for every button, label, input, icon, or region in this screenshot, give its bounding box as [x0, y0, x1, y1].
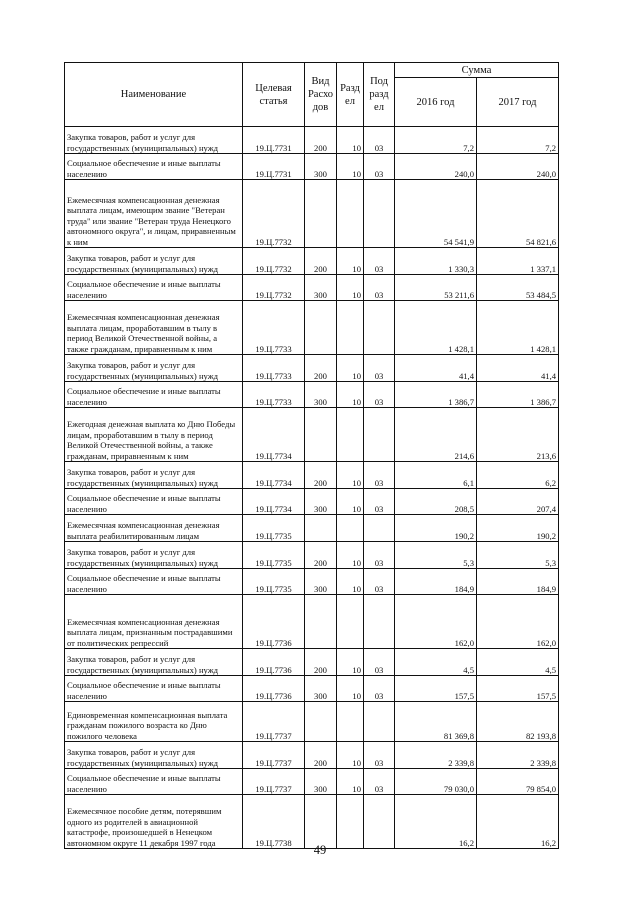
cell-name: Социальное обеспечение и иные выплаты населению: [65, 382, 243, 408]
cell-2017: 7,2: [477, 127, 559, 154]
cell-podrazdel: 03: [364, 382, 395, 408]
cell-razdel: [337, 595, 364, 649]
cell-2017: 1 337,1: [477, 248, 559, 275]
cell-2016: 1 428,1: [395, 301, 477, 355]
cell-article: 19.Ц.7736: [243, 676, 305, 702]
cell-razdel: [337, 301, 364, 355]
cell-vid: 300: [305, 382, 337, 408]
cell-podrazdel: [364, 702, 395, 742]
cell-razdel: 10: [337, 769, 364, 795]
cell-name: Социальное обеспечение и иные выплаты населению: [65, 676, 243, 702]
cell-podrazdel: [364, 301, 395, 355]
cell-razdel: [337, 515, 364, 542]
cell-2016: 41,4: [395, 355, 477, 382]
table-row: [65, 542, 559, 569]
table-row: [65, 649, 559, 676]
cell-name: Закупка товаров, работ и услуг для государственных (муниципальных) нужд: [65, 248, 243, 275]
cell-2017: 79 854,0: [477, 769, 559, 795]
cell-2016: 162,0: [395, 595, 477, 649]
cell-razdel: [337, 408, 364, 462]
cell-razdel: 10: [337, 489, 364, 515]
cell-vid: [305, 408, 337, 462]
cell-2016: 6,1: [395, 462, 477, 489]
cell-2017: 207,4: [477, 489, 559, 515]
cell-2017: 41,4: [477, 355, 559, 382]
cell-name: Единовременная компенсационная выплата гражданам пожилого возраста ко Дню пожилого человека: [65, 702, 243, 742]
cell-2017: 53 484,5: [477, 275, 559, 301]
cell-vid: 200: [305, 248, 337, 275]
table-row: [65, 382, 559, 408]
table-row: [65, 154, 559, 180]
header-name: Наименование: [65, 63, 243, 127]
cell-2017: 5,3: [477, 542, 559, 569]
cell-name: Ежемесячная компенсационная денежная выплата лицам, имеющим звание "Ветеран труда" или звание "Ветеран труда Ненецкого автономного округа", и лицам, приравненным к ним: [65, 180, 243, 248]
cell-podrazdel: [364, 595, 395, 649]
cell-podrazdel: 03: [364, 355, 395, 382]
table-row: [65, 462, 559, 489]
cell-2016: 79 030,0: [395, 769, 477, 795]
cell-article: 19.Ц.7737: [243, 769, 305, 795]
cell-podrazdel: 03: [364, 542, 395, 569]
cell-razdel: 10: [337, 382, 364, 408]
cell-article: 19.Ц.7732: [243, 180, 305, 248]
cell-2016: 53 211,6: [395, 275, 477, 301]
cell-2016: 208,5: [395, 489, 477, 515]
cell-2016: 54 541,9: [395, 180, 477, 248]
cell-2017: 54 821,6: [477, 180, 559, 248]
cell-2016: 240,0: [395, 154, 477, 180]
cell-name: Социальное обеспечение и иные выплаты населению: [65, 154, 243, 180]
cell-name: Закупка товаров, работ и услуг для государственных (муниципальных) нужд: [65, 542, 243, 569]
cell-razdel: 10: [337, 127, 364, 154]
budget-table: [64, 62, 559, 849]
cell-2016: 1 386,7: [395, 382, 477, 408]
table-row: [65, 180, 559, 248]
cell-podrazdel: 03: [364, 248, 395, 275]
cell-vid: [305, 301, 337, 355]
cell-article: 19.Ц.7733: [243, 355, 305, 382]
cell-name: Социальное обеспечение и иные выплаты населению: [65, 569, 243, 595]
cell-podrazdel: 03: [364, 489, 395, 515]
cell-2017: 213,6: [477, 408, 559, 462]
cell-name: Социальное обеспечение и иные выплаты населению: [65, 275, 243, 301]
cell-vid: 200: [305, 355, 337, 382]
header-2016: 2016 год: [395, 78, 477, 127]
table-row: [65, 676, 559, 702]
cell-razdel: [337, 795, 364, 849]
cell-name: Закупка товаров, работ и услуг для государственных (муниципальных) нужд: [65, 127, 243, 154]
cell-podrazdel: 03: [364, 275, 395, 301]
cell-razdel: 10: [337, 248, 364, 275]
cell-2017: 16,2: [477, 795, 559, 849]
table-header: [65, 63, 559, 127]
cell-article: 19.Ц.7734: [243, 408, 305, 462]
cell-razdel: 10: [337, 649, 364, 676]
cell-razdel: [337, 180, 364, 248]
cell-2016: 157,5: [395, 676, 477, 702]
cell-vid: 200: [305, 127, 337, 154]
cell-podrazdel: 03: [364, 676, 395, 702]
cell-razdel: 10: [337, 355, 364, 382]
cell-razdel: 10: [337, 569, 364, 595]
table-row: [65, 301, 559, 355]
cell-podrazdel: 03: [364, 127, 395, 154]
cell-2017: 2 339,8: [477, 742, 559, 769]
cell-vid: [305, 702, 337, 742]
cell-name: Ежемесячная компенсационная денежная выплата реабилитированным лицам: [65, 515, 243, 542]
cell-2016: 184,9: [395, 569, 477, 595]
table-row: [65, 355, 559, 382]
table-row: [65, 275, 559, 301]
cell-podrazdel: 03: [364, 569, 395, 595]
cell-article: 19.Ц.7735: [243, 515, 305, 542]
cell-article: 19.Ц.7732: [243, 275, 305, 301]
cell-2016: 4,5: [395, 649, 477, 676]
cell-podrazdel: [364, 795, 395, 849]
cell-razdel: 10: [337, 275, 364, 301]
cell-article: 19.Ц.7736: [243, 649, 305, 676]
cell-razdel: 10: [337, 676, 364, 702]
cell-razdel: 10: [337, 742, 364, 769]
cell-name: Закупка товаров, работ и услуг для государственных (муниципальных) нужд: [65, 462, 243, 489]
cell-name: Ежемесячная компенсационная денежная выплата лицам, признанным пострадавшими от политических репрессий: [65, 595, 243, 649]
cell-2016: 2 339,8: [395, 742, 477, 769]
cell-2016: 5,3: [395, 542, 477, 569]
cell-vid: 300: [305, 275, 337, 301]
table-row: [65, 248, 559, 275]
table-row: [65, 515, 559, 542]
cell-article: 19.Ц.7737: [243, 702, 305, 742]
header-summa: Сумма: [395, 63, 559, 78]
header-vid: Вид Расхо дов: [305, 63, 337, 127]
cell-podrazdel: 03: [364, 742, 395, 769]
cell-2017: 184,9: [477, 569, 559, 595]
cell-podrazdel: 03: [364, 769, 395, 795]
cell-2016: 1 330,3: [395, 248, 477, 275]
header-article: Целевая статья: [243, 63, 305, 127]
cell-2017: 1 386,7: [477, 382, 559, 408]
table-row: [65, 702, 559, 742]
table-row: [65, 742, 559, 769]
table-body: [65, 127, 559, 849]
cell-name: Закупка товаров, работ и услуг для государственных (муниципальных) нужд: [65, 649, 243, 676]
page-number: 49: [313, 843, 327, 857]
cell-razdel: 10: [337, 542, 364, 569]
cell-article: 19.Ц.7735: [243, 569, 305, 595]
table-row: [65, 127, 559, 154]
cell-article: 19.Ц.7733: [243, 382, 305, 408]
header-2017: 2017 год: [477, 78, 559, 127]
cell-article: 19.Ц.7734: [243, 489, 305, 515]
cell-podrazdel: [364, 408, 395, 462]
cell-2017: 1 428,1: [477, 301, 559, 355]
cell-2016: 16,2: [395, 795, 477, 849]
cell-vid: 200: [305, 742, 337, 769]
cell-podrazdel: 03: [364, 649, 395, 676]
cell-article: 19.Ц.7732: [243, 248, 305, 275]
cell-vid: 300: [305, 676, 337, 702]
cell-article: 19.Ц.7735: [243, 542, 305, 569]
cell-2017: 6,2: [477, 462, 559, 489]
cell-article: 19.Ц.7731: [243, 127, 305, 154]
cell-2016: 81 369,8: [395, 702, 477, 742]
cell-vid: [305, 515, 337, 542]
cell-article: 19.Ц.7737: [243, 742, 305, 769]
cell-vid: 200: [305, 542, 337, 569]
cell-vid: 300: [305, 569, 337, 595]
cell-vid: 300: [305, 489, 337, 515]
table-row: [65, 795, 559, 849]
cell-podrazdel: 03: [364, 154, 395, 180]
cell-vid: 200: [305, 649, 337, 676]
cell-article: 19.Ц.7731: [243, 154, 305, 180]
cell-name: Закупка товаров, работ и услуг для государственных (муниципальных) нужд: [65, 355, 243, 382]
table-row: [65, 569, 559, 595]
cell-vid: [305, 595, 337, 649]
cell-razdel: [337, 702, 364, 742]
cell-article: 19.Ц.7736: [243, 595, 305, 649]
table-row: [65, 595, 559, 649]
cell-name: Ежемесячное пособие детям, потерявшим одного из родителей в авиационной катастрофе, произошедшей в Ненецком автономном округе 11 декабря 1997 года: [65, 795, 243, 849]
cell-vid: 200: [305, 462, 337, 489]
cell-vid: [305, 180, 337, 248]
cell-name: Социальное обеспечение и иные выплаты населению: [65, 489, 243, 515]
header-podrazdel: Под разд ел: [364, 63, 395, 127]
cell-article: 19.Ц.7738: [243, 795, 305, 849]
cell-vid: 300: [305, 154, 337, 180]
cell-name: Ежемесячная компенсационная денежная выплата лицам, проработавшим в тылу в период Великой Отечественной войны, а также гражданам, приравненным к ним: [65, 301, 243, 355]
cell-name: Социальное обеспечение и иные выплаты населению: [65, 769, 243, 795]
cell-razdel: 10: [337, 154, 364, 180]
cell-podrazdel: [364, 515, 395, 542]
table-row: [65, 769, 559, 795]
cell-podrazdel: [364, 180, 395, 248]
cell-2017: 157,5: [477, 676, 559, 702]
cell-name: Ежегодная денежная выплата ко Дню Победы лицам, проработавшим в тылу в период Великой Отечественной войны, а также гражданам, приравненным к ним: [65, 408, 243, 462]
cell-name: Закупка товаров, работ и услуг для государственных (муниципальных) нужд: [65, 742, 243, 769]
header-razdel: Разд ел: [337, 63, 364, 127]
cell-2016: 190,2: [395, 515, 477, 542]
cell-article: 19.Ц.7733: [243, 301, 305, 355]
table-row: [65, 408, 559, 462]
cell-2017: 240,0: [477, 154, 559, 180]
cell-2016: 214,6: [395, 408, 477, 462]
cell-2017: 190,2: [477, 515, 559, 542]
cell-article: 19.Ц.7734: [243, 462, 305, 489]
cell-podrazdel: 03: [364, 462, 395, 489]
cell-2016: 7,2: [395, 127, 477, 154]
cell-2017: 4,5: [477, 649, 559, 676]
cell-2017: 162,0: [477, 595, 559, 649]
cell-razdel: 10: [337, 462, 364, 489]
cell-2017: 82 193,8: [477, 702, 559, 742]
table-row: [65, 489, 559, 515]
cell-vid: 300: [305, 769, 337, 795]
cell-vid: [305, 795, 337, 849]
